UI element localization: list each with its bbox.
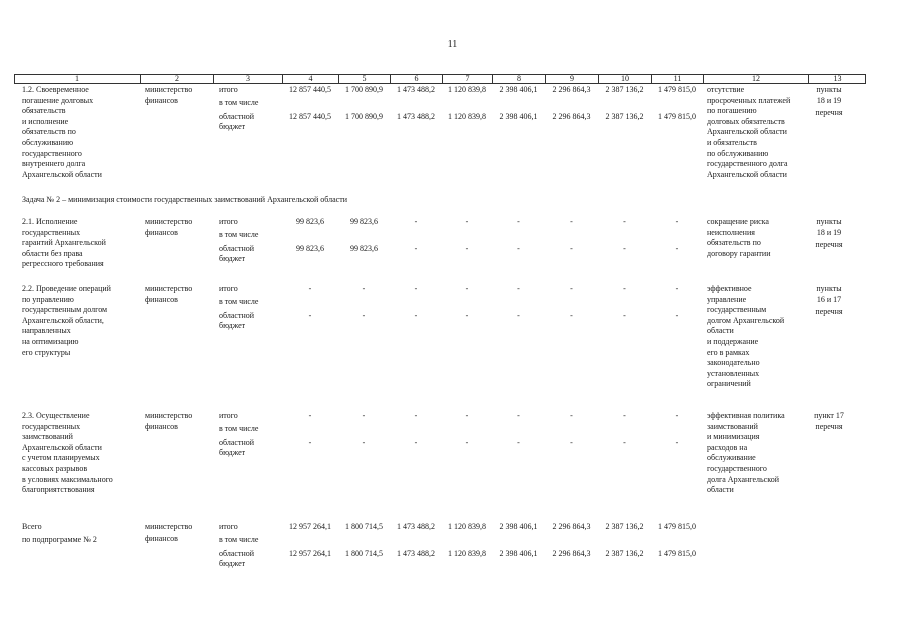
value-budget-cell: - [570,311,573,320]
reference-line: пункты [816,85,842,94]
result-line: эффективная политика [707,411,785,420]
table-header-row [14,74,866,84]
value-total-cell: 2 398 406,1 [499,85,538,94]
value-budget-cell: 99 823,6 [296,244,324,253]
reference-line: пункты [816,284,842,293]
result-line: области [707,485,734,495]
value-total-cell: - [465,284,469,293]
funding-source-label: итого [219,284,238,293]
value-budget-cell: - [308,438,312,447]
value-total-cell: - [570,284,573,293]
funding-source-label: бюджет [219,448,246,457]
value-budget-cell: 1 479 815,0 [658,549,696,558]
value-budget-cell: - [570,438,573,447]
header-column-number: 6 [390,75,442,83]
result-line: долговых обязательств [707,116,785,126]
value-budget-cell: 2 296 864,3 [552,549,591,558]
measure-name-line: по подпрограмме № 2 [22,535,97,544]
value-total-cell: 12 857 440,5 [289,85,331,94]
header-column-number: 9 [545,75,598,83]
value-total-cell: - [675,217,679,226]
value-budget-cell: - [623,311,626,320]
measure-name-line: кассовых разрывов [22,464,88,473]
reference-line: перечня [815,240,843,249]
value-total-cell: - [675,284,679,293]
funding-source-label: областной [219,244,255,253]
value-total-cell: 2 398 406,1 [499,522,538,531]
value-budget-cell: - [414,438,418,447]
value-budget-cell: - [675,311,679,320]
result-line: эффективное [707,284,752,293]
measure-name-line: с учетом планируемых [22,453,100,463]
value-budget-cell: 99 823,6 [350,244,378,253]
value-total-cell: - [570,217,573,226]
result-line: отсутствие [707,85,745,94]
result-line: государственного [707,464,767,473]
result-line: обязательств по [707,238,761,248]
value-total-cell: - [465,217,469,226]
result-line: Архангельской области [707,127,787,137]
result-line: и поддержание [707,337,759,346]
result-line: Архангельской области [707,169,787,179]
header-column-number: 8 [492,75,545,83]
executor-line: министерство [145,284,193,293]
header-column-number: 1 [75,74,79,83]
value-budget-cell: - [675,438,679,447]
executor-line: министерство [145,217,193,226]
header-column-number: 13 [808,75,866,83]
task-heading: Задача № 2 – минимизация стоимости государственных заимствований Архангельской области [22,195,348,204]
measure-name-line: благоприятствования [22,485,95,495]
value-total-cell: 2 296 864,3 [552,85,591,94]
executor-line: финансов [145,295,178,304]
value-budget-cell: - [623,244,626,253]
value-budget-cell: - [517,438,520,447]
executor-line: финансов [145,534,178,543]
value-total-cell: 2 387 136,2 [605,85,644,94]
executor-line: финансов [145,96,178,105]
result-line: по погашению [707,106,757,116]
header-column-number: 3 [213,75,282,83]
value-total-cell: - [414,284,418,293]
executor-line: министерство [145,85,193,94]
reference-line: перечня [815,422,843,431]
value-budget-cell: - [308,311,312,320]
measure-name-line: области без права [22,248,83,258]
result-line: области [707,326,734,336]
value-total-cell: 12 957 264,1 [289,522,331,531]
value-total-cell: 1 120 839,8 [448,85,486,94]
value-budget-cell: 1 700 890,9 [345,112,383,121]
value-budget-cell: 2 398 406,1 [499,549,538,558]
value-total-cell: 1 479 815,0 [658,522,696,531]
measure-name-line: обслуживанию [22,138,74,147]
result-line: расходов на [707,442,748,452]
header-column-number: 12 [703,75,808,83]
header-column-number: 2 [140,75,213,83]
result-line: неисполнения [707,227,755,237]
value-budget-cell: - [465,311,469,320]
value-total-cell: 99 823,6 [296,217,324,226]
result-line: сокращение риска [707,217,769,226]
value-budget-cell: - [414,311,418,320]
result-line: долга Архангельской [707,474,779,484]
funding-source-label: областной [219,438,255,447]
funding-source-label: в том числе [219,535,259,544]
funding-source-label: в том числе [219,98,259,107]
header-column-number: 7 [442,75,492,83]
measure-name-line: обязательств по [22,127,76,137]
value-budget-cell: - [517,311,520,320]
value-budget-cell: - [517,244,520,253]
measure-name-line: государственных [22,421,81,431]
measure-name-line: государственного [22,148,82,158]
measure-name-line: Архангельской области [22,442,102,452]
measure-name-line: его структуры [22,347,71,357]
header-column-number: 10 [598,75,651,83]
result-line: просроченных платежей [707,95,791,105]
reference-line: пункт 17 [814,411,844,420]
header-column-number: 4 [282,75,338,83]
value-total-cell: - [414,217,418,226]
value-budget-cell: 1 120 839,8 [448,549,486,558]
header-column-number: 11 [651,75,703,83]
value-budget-cell: 1 473 488,2 [397,549,435,558]
result-line: и обязательств [707,138,757,147]
funding-source-label: бюджет [219,254,246,263]
value-budget-cell: - [675,244,679,253]
value-total-cell: 1 479 815,0 [658,85,696,94]
measure-name-line: в условиях максимального [22,474,113,484]
result-line: государственного долга [707,159,788,169]
funding-source-label: итого [219,411,238,420]
value-total-cell: - [362,284,366,293]
value-total-cell: - [623,217,626,226]
measure-name-line: гарантий Архангельской [22,238,106,248]
value-budget-cell: 2 398 406,1 [499,112,538,121]
measure-name-line: погашение долговых [22,95,94,105]
measure-name-line: 2.2. Проведение операций [22,284,111,293]
result-line: договору гарантии [707,248,771,258]
measure-name-line: государственных [22,227,81,237]
funding-source-label: итого [219,522,238,531]
measure-name-line: заимствований [22,432,73,442]
measure-name-line: и исполнение [22,116,69,126]
funding-source-label: областной [219,112,255,121]
value-budget-cell: 2 387 136,2 [605,112,644,121]
value-budget-cell: - [623,438,626,447]
page-number: 11 [447,39,458,50]
result-line: и минимизация [707,432,760,442]
funding-source-label: в том числе [219,297,259,306]
result-line: ограничений [707,379,751,389]
value-total-cell: - [308,411,312,420]
value-budget-cell: - [465,244,469,253]
funding-source-label: итого [219,85,238,94]
value-total-cell: 1 700 890,9 [345,85,383,94]
measure-name-line: внутреннего долга [22,159,86,169]
value-budget-cell: 1 473 488,2 [397,112,435,121]
value-total-cell: - [623,284,626,293]
value-total-cell: 1 473 488,2 [397,522,435,531]
value-total-cell: 1 473 488,2 [397,85,435,94]
funding-source-label: итого [219,217,238,226]
value-total-cell: - [308,284,312,293]
measure-name-line: по управлению [22,294,74,304]
reference-line: пункты [816,217,842,226]
result-line: заимствований [707,421,758,431]
value-budget-cell: - [414,244,418,253]
funding-source-label: бюджет [219,321,246,330]
funding-source-label: в том числе [219,230,259,239]
value-total-cell: 1 120 839,8 [448,522,486,531]
value-total-cell: - [465,411,469,420]
value-total-cell: - [362,411,366,420]
value-total-cell: - [517,411,520,420]
reference-line: 16 и 17 [816,295,842,304]
value-total-cell: - [517,284,520,293]
funding-source-label: бюджет [219,122,246,131]
value-total-cell: - [675,411,679,420]
result-line: долгом Архангельской [707,315,785,325]
value-total-cell: 1 800 714,5 [345,522,383,531]
value-total-cell: 2 387 136,2 [605,522,644,531]
funding-source-label: областной [219,311,255,320]
executor-line: министерство [145,522,193,531]
value-budget-cell: - [465,438,469,447]
measure-name-line: Всего [22,522,42,531]
header-column-number: 5 [338,75,390,83]
measure-name-line: Архангельской области [22,169,102,179]
funding-source-label: областной [219,549,255,558]
executor-line: финансов [145,422,178,431]
value-total-cell: - [570,411,573,420]
result-line: государственным [707,305,767,315]
value-budget-cell: 2 387 136,2 [605,549,644,558]
result-line: установленных [707,368,760,378]
executor-line: министерство [145,411,193,420]
measure-name-line: регрессного требования [22,259,104,269]
value-budget-cell: 1 800 714,5 [345,549,383,558]
reference-line: перечня [815,108,843,117]
result-line: управление [707,294,747,304]
measure-name-line: на оптимизацию [22,337,79,346]
measure-name-line: государственным долгом [22,305,108,315]
value-budget-cell: - [362,438,366,447]
value-total-cell: 2 296 864,3 [552,522,591,531]
value-budget-cell: 2 296 864,3 [552,112,591,121]
value-total-cell: - [623,411,626,420]
value-budget-cell: - [362,311,366,320]
value-budget-cell: 1 479 815,0 [658,112,696,121]
value-budget-cell: 12 957 264,1 [289,549,331,558]
result-line: его в рамках [707,347,750,357]
funding-source-label: в том числе [219,424,259,433]
result-line: по обслуживанию [707,148,769,158]
measure-name-line: 2.1. Исполнение [22,217,78,226]
value-total-cell: 99 823,6 [350,217,378,226]
funding-source-label: бюджет [219,559,246,568]
measure-name-line: направленных [22,326,71,336]
value-total-cell: - [414,411,418,420]
result-line: законодательно [707,358,760,368]
measure-name-line: 2.3. Осуществление [22,411,90,420]
measure-name-line: 1.2. Своевременное [22,85,89,94]
reference-line: 18 и 19 [816,228,842,237]
executor-line: финансов [145,228,178,237]
value-budget-cell: - [570,244,573,253]
reference-line: перечня [815,307,843,316]
value-budget-cell: 12 857 440,5 [289,112,331,121]
measure-name-line: обязательств [22,106,66,116]
value-budget-cell: 1 120 839,8 [448,112,486,121]
reference-line: 18 и 19 [816,96,842,105]
measure-name-line: Архангельской области, [22,315,104,325]
value-total-cell: - [517,217,520,226]
result-line: обслуживание [707,453,756,463]
